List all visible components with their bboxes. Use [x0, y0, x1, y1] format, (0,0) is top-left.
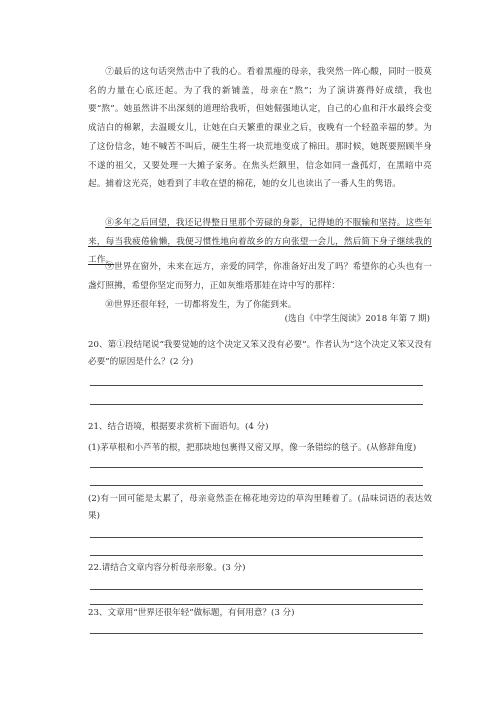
question-20: 20、第①段结尾说“我要觉她的这个决定又笨又没有必要”。作者认为“这个决定又笨又没有必要”的原因是什么？(2 分): [88, 340, 432, 367]
source-citation: (选自《中学生阅读》2018 年第 7 期): [284, 314, 430, 324]
answer-line[interactable]: [90, 485, 423, 486]
paragraph-9: ⑨世界在窗外，未来在远方，亲爱的同学，你准备好出发了吗？希望你的心头也有一盏灯照拂，希望你坚定而努力，正如灰维塔那娃在诗中写的那样：: [88, 262, 432, 291]
answer-line[interactable]: [90, 555, 423, 556]
answer-line[interactable]: [90, 589, 423, 590]
question-23: 23、文章用“世界还很年轻”做标题，有何用意？(3 分): [88, 608, 295, 618]
answer-line[interactable]: [90, 467, 423, 468]
question-21-1: (1)茅草根和小芦苇的根，把那块地包裹得又密又厚，像一条错综的毯子。(从修辞角度): [88, 443, 417, 453]
answer-line[interactable]: [90, 404, 423, 405]
question-21: 21、结合语境，根据要求赏析下面语句。(4 分): [88, 422, 269, 432]
paragraph-7: ⑦最后的这句话突然击中了我的心。看着黑瘦的母亲，我突然一阵心酸，同时一股莫名的力量在心底还起。为了我的新铺盖，母亲在“熬”；为了演讲赛得好成绩，我也要“熬”。她虽然讲不出深刻的道理给我听，但她倔强地认定，自己的心血和汗水最终会变成洁白的棉絮，去温暖女儿，让她在白天繁重的课业之后，夜晚有一个轻盈幸福的梦。为了这份信念，她不喊苦不叫后，硬生生将一块荒地变成了棉田。那时候，她既要照顾半身不遂的祖父，又要处理一大摊子家务。在焦头烂额里，信念如同一盏孤灯，在黑暗中亮起。捕着这光亮，她看到了丰收在望的棉花，她的女儿也读出了一番人生的隽语。: [88, 67, 432, 190]
answer-line[interactable]: [90, 537, 423, 538]
paragraph-8-text: ⑧多年之后回望，我还记得整日里那个劳碌的身影，记得她的不服输和坚持。这些年来，每当我疲倦偷懒，我便习惯性地向着故乡的方向张望一会儿，然后简下身子继续我的工作。: [88, 218, 432, 266]
question-22: 22.请结合文章内容分析母亲形象。(3 分): [88, 563, 246, 573]
answer-line[interactable]: [90, 385, 423, 386]
paragraph-10: ⑩世界还很年轻，一切都将发生，为了你能到来。: [105, 300, 297, 310]
answer-line[interactable]: [90, 633, 423, 634]
question-21-2: (2)有一回可能是太累了，母亲竟然歪在棉花地旁边的草沟里睡着了。(品味词语的表达效果): [88, 494, 432, 521]
